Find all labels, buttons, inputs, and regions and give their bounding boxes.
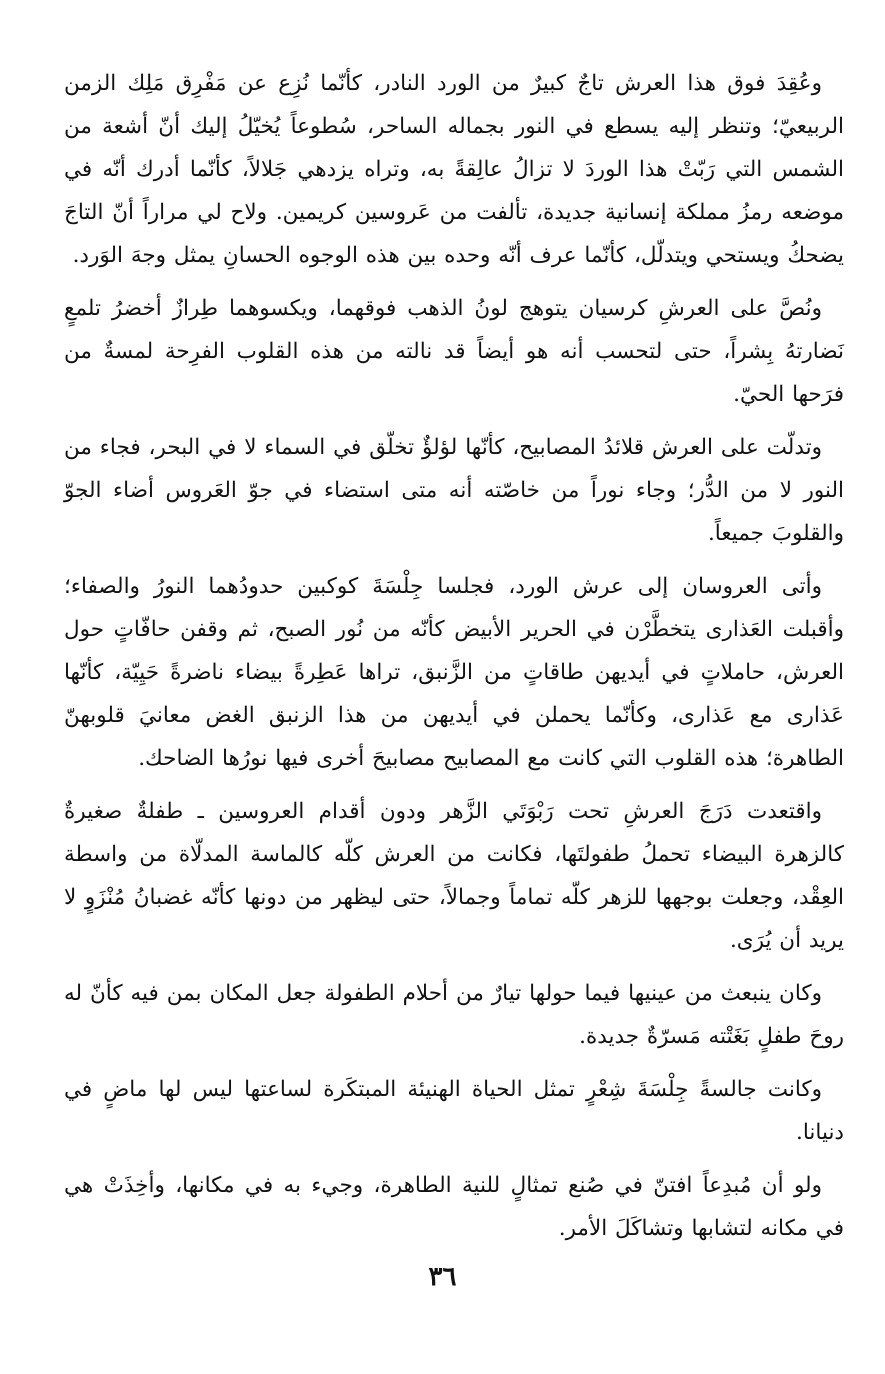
paragraph-2: ونُصَّ على العرشِ كرسيان يتوهج لونُ الذهب فوقهما، ويكسوهما طِرازٌ أخضرُ تلمعٍ نَضارتهُ بِشراً، حتى لتحسب أنه هو أيضاً قد نالته من هذه القلوب الفرِحة لمسةٌ من فرَحها الحيّ. [64, 296, 844, 407]
paragraph-4: وأتى العروسان إلى عرش الورد، فجلسا جِلْسَةَ كوكبين حدودُهما النورُ والصفاء؛ وأقبلت العَذارى يتخطَّرْن في الحرير الأبيض كأنّه من نُور الصبح، ثم وقفن حافّاتٍ حول العرش، حاملاتٍ في أيديهن طاقاتٍ من الزَّنبق، تراها عَطِرةً بيضاء ناضرةً حَيِيّة، كأنّها عَذارى مع عَذارى، وكأنّما يحملن في أيديهن من هذا الزنبق الغض معانيَ قلوبهنّ الطاهرة؛ هذه القلوب التي كانت مع المصابيح مصابيحَ أخرى فيها نورُها الضاحك. [64, 574, 844, 771]
page-body [64, 62, 844, 1260]
page-number: ٣٦ [428, 1262, 457, 1292]
paragraph-1: وعُقِدَ فوق هذا العرش تاجٌ كبيرٌ من الورد النادر، كأنّما نُزِع عن مَفْرِق مَلِك الزمن الربيعيّ؛ وتنظر إليه يسطع في النور بجماله الساحر، سُطوعاً يُخيّلُ إليك أنّ أشعة من الشمس التي رَبّتْ هذا الوردَ لا تزالُ عالِقةً به، وتراه يزدهي جَلالاً، كأنّما أدرك أنّه في موضعه رمزُ مملكة إنسانية جديدة، تألفت من عَروسين كريمين. ولاح لي مراراً أنّ التاجَ يضحكُ ويستحي ويتدلّل، كأنّما عرف أنّه وحده بين هذه الوجوه الحسانِ يمثل وجهَ الوَرد. [64, 71, 844, 268]
paragraph-7: وكانت جالسةً جِلْسَةَ شِعْرٍ تمثل الحياة الهنيئة المبتكَرة لساعتها ليس لها ماضٍ في دنيانا. [64, 1077, 844, 1145]
paragraph-5: واقتعدت دَرَجَ العرشِ تحت رَبْوَتَي الزَّهر ودون أقدام العروسين ـ طفلةٌ صغيرةٌ كالزهرة البيضاء تحملُ طفولتَها، فكانت من العرش كلّه كالماسة المدلّاة من واسطة العِقْد، وجعلت بوجهها للزهر كلّه تماماً وجمالاً، حتى ليظهر من دونها كأنّه غضبانُ مُنْزَوٍ لا يريد أن يُرَى. [64, 799, 844, 953]
paragraph-8: ولو أن مُبدِعاً افتنّ في صُنع تمثالٍ للنية الطاهرة، وجيء به في مكانها، وأخِذَتْ هي في مكانه لتشابها وتشاكَلَ الأمر. [64, 1173, 844, 1241]
paragraph-6: وكان ينبعث من عينيها فيما حولها تيارٌ من أحلام الطفولة جعل المكان بمن فيه كأنّ له روحَ طفلٍ بَغَتْته مَسرّةٌ جديدة. [64, 981, 844, 1049]
paragraph-3: وتدلّت على العرش قلائدُ المصابيح، كأنّها لؤلؤٌ تخلّق في السماء لا في البحر، فجاء من النور لا من الدُّر؛ وجاء نوراً من خاصّته أنه متى استضاء في جوّ العَروس أضاء الجوّ والقلوبَ جميعاً. [64, 435, 844, 546]
